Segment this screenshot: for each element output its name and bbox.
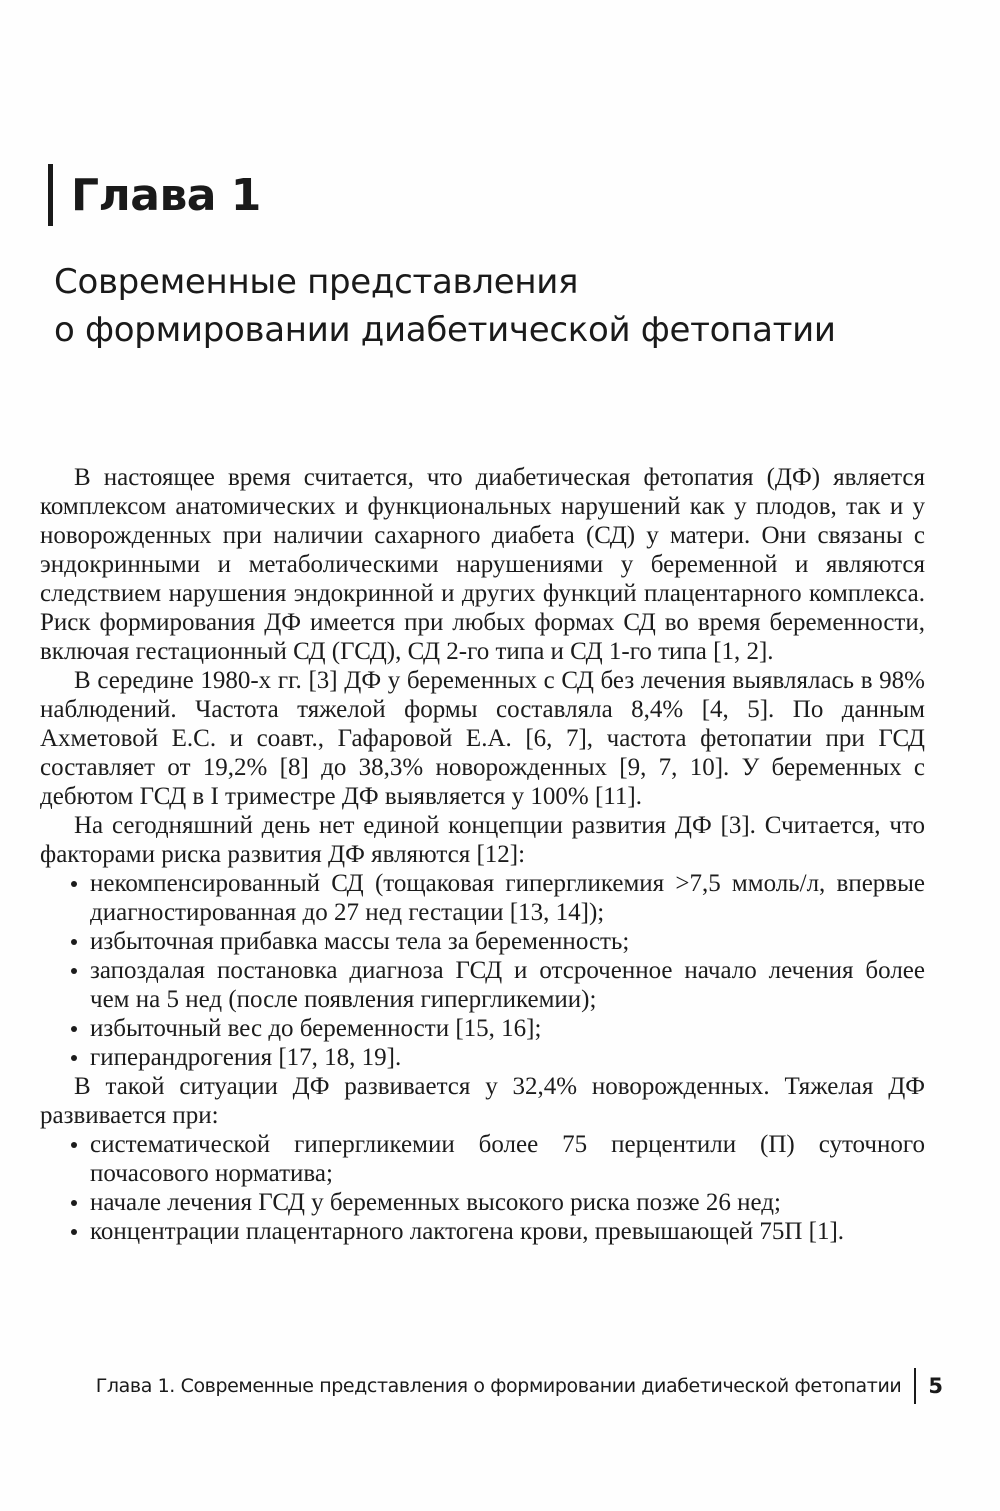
list-item (40, 927, 925, 956)
paragraph-intro: В настоящее время считается, что диабетическая фетопатия (ДФ) является комплексом анатомических и функциональных нарушений как у плодов, так и у новорожденных при наличии сахарного диабета (СД) у матери. Они связаны с эндокринными и метаболическими нарушениями у беременной и являются следствием нарушения эндокринной и других функций плацентарного комплекса. Риск формирования ДФ имеется при любых формах СД во время беременности, включая гестационный СД (ГСД), СД 2-го типа и СД 1-го типа [1, 2]. (40, 464, 925, 665)
list-item-text: избыточная прибавка массы тела за беременность; (90, 928, 630, 955)
running-title: Глава 1. Современные представления о формировании диабетической фетопатии (95, 1375, 902, 1397)
list-item-text: некомпенсированный СД (тощаковая гипергликемия >7,5 ммоль/л, впервые диагностированная до 27 нед гестации [13, 14]); (90, 870, 925, 926)
chapter-subtitle-line-1: Современные представления (54, 262, 579, 302)
list-item-text: гиперандрогения [17, 18, 19]. (90, 1044, 402, 1071)
chapter-title: Глава 1 (71, 169, 261, 221)
list-item-text: запоздалая постановка диагноза ГСД и отсроченное начало лечения более чем на 5 нед (после появления гипергликемии); (90, 957, 925, 1013)
risk-factors-list (40, 869, 925, 1072)
list-item (40, 1188, 925, 1217)
list-item (40, 1014, 925, 1043)
list-item (40, 956, 925, 1014)
list-item-text: систематической гипергликемии более 75 перцентили (П) суточного почасового норматива; (90, 1131, 925, 1187)
bullet-icon (71, 1200, 77, 1206)
footer-divider (914, 1368, 916, 1404)
body-text (40, 463, 925, 1246)
bullet-icon (71, 881, 77, 887)
chapter-heading (48, 160, 261, 230)
list-item (40, 1130, 925, 1188)
bullet-icon (71, 1026, 77, 1032)
list-item-text: избыточный вес до беременности [15, 16]; (90, 1015, 542, 1042)
list-item (40, 1043, 925, 1072)
severe-conditions-list (40, 1130, 925, 1246)
paragraph-incidence: В середине 1980-х гг. [3] ДФ у беременных с СД без лечения выявлялась в 98% наблюдений. Частота тяжелой формы составляла 8,4% [4, 5]. По данным Ахметовой Е.С. и соавт., Гафаровой Е.А. [6, 7], частота фетопатии при ГСД составляет от 19,2% [8] до 38,3% новорожденных [9, 7, 10]. У беременных с дебютом ГСД в I триместре ДФ выявляется у 100% [11]. (40, 667, 925, 810)
bullet-icon (71, 1055, 77, 1061)
bullet-icon (71, 939, 77, 945)
bullet-icon (71, 1229, 77, 1235)
paragraph-risk-factors-intro: На сегодняшний день нет единой концепции развития ДФ [3]. Считается, что факторами риска развития ДФ являются [12]: (40, 812, 925, 868)
bullet-icon (71, 1142, 77, 1148)
chapter-subtitle-line-2: о формировании диабетической фетопатии (54, 310, 836, 350)
chapter-subtitle (54, 258, 954, 354)
page-footer (96, 1366, 943, 1406)
list-item (40, 869, 925, 927)
list-item (40, 1217, 925, 1246)
page-number: 5 (928, 1374, 943, 1398)
bullet-icon (71, 968, 77, 974)
list-item-text: концентрации плацентарного лактогена крови, превышающей 75П [1]. (90, 1218, 845, 1245)
chapter-marker-bar (48, 164, 53, 226)
paragraph-severe-intro: В такой ситуации ДФ развивается у 32,4% новорожденных. Тяжелая ДФ развивается при: (40, 1073, 925, 1129)
list-item-text: начале лечения ГСД у беременных высокого риска позже 26 нед; (90, 1189, 781, 1216)
